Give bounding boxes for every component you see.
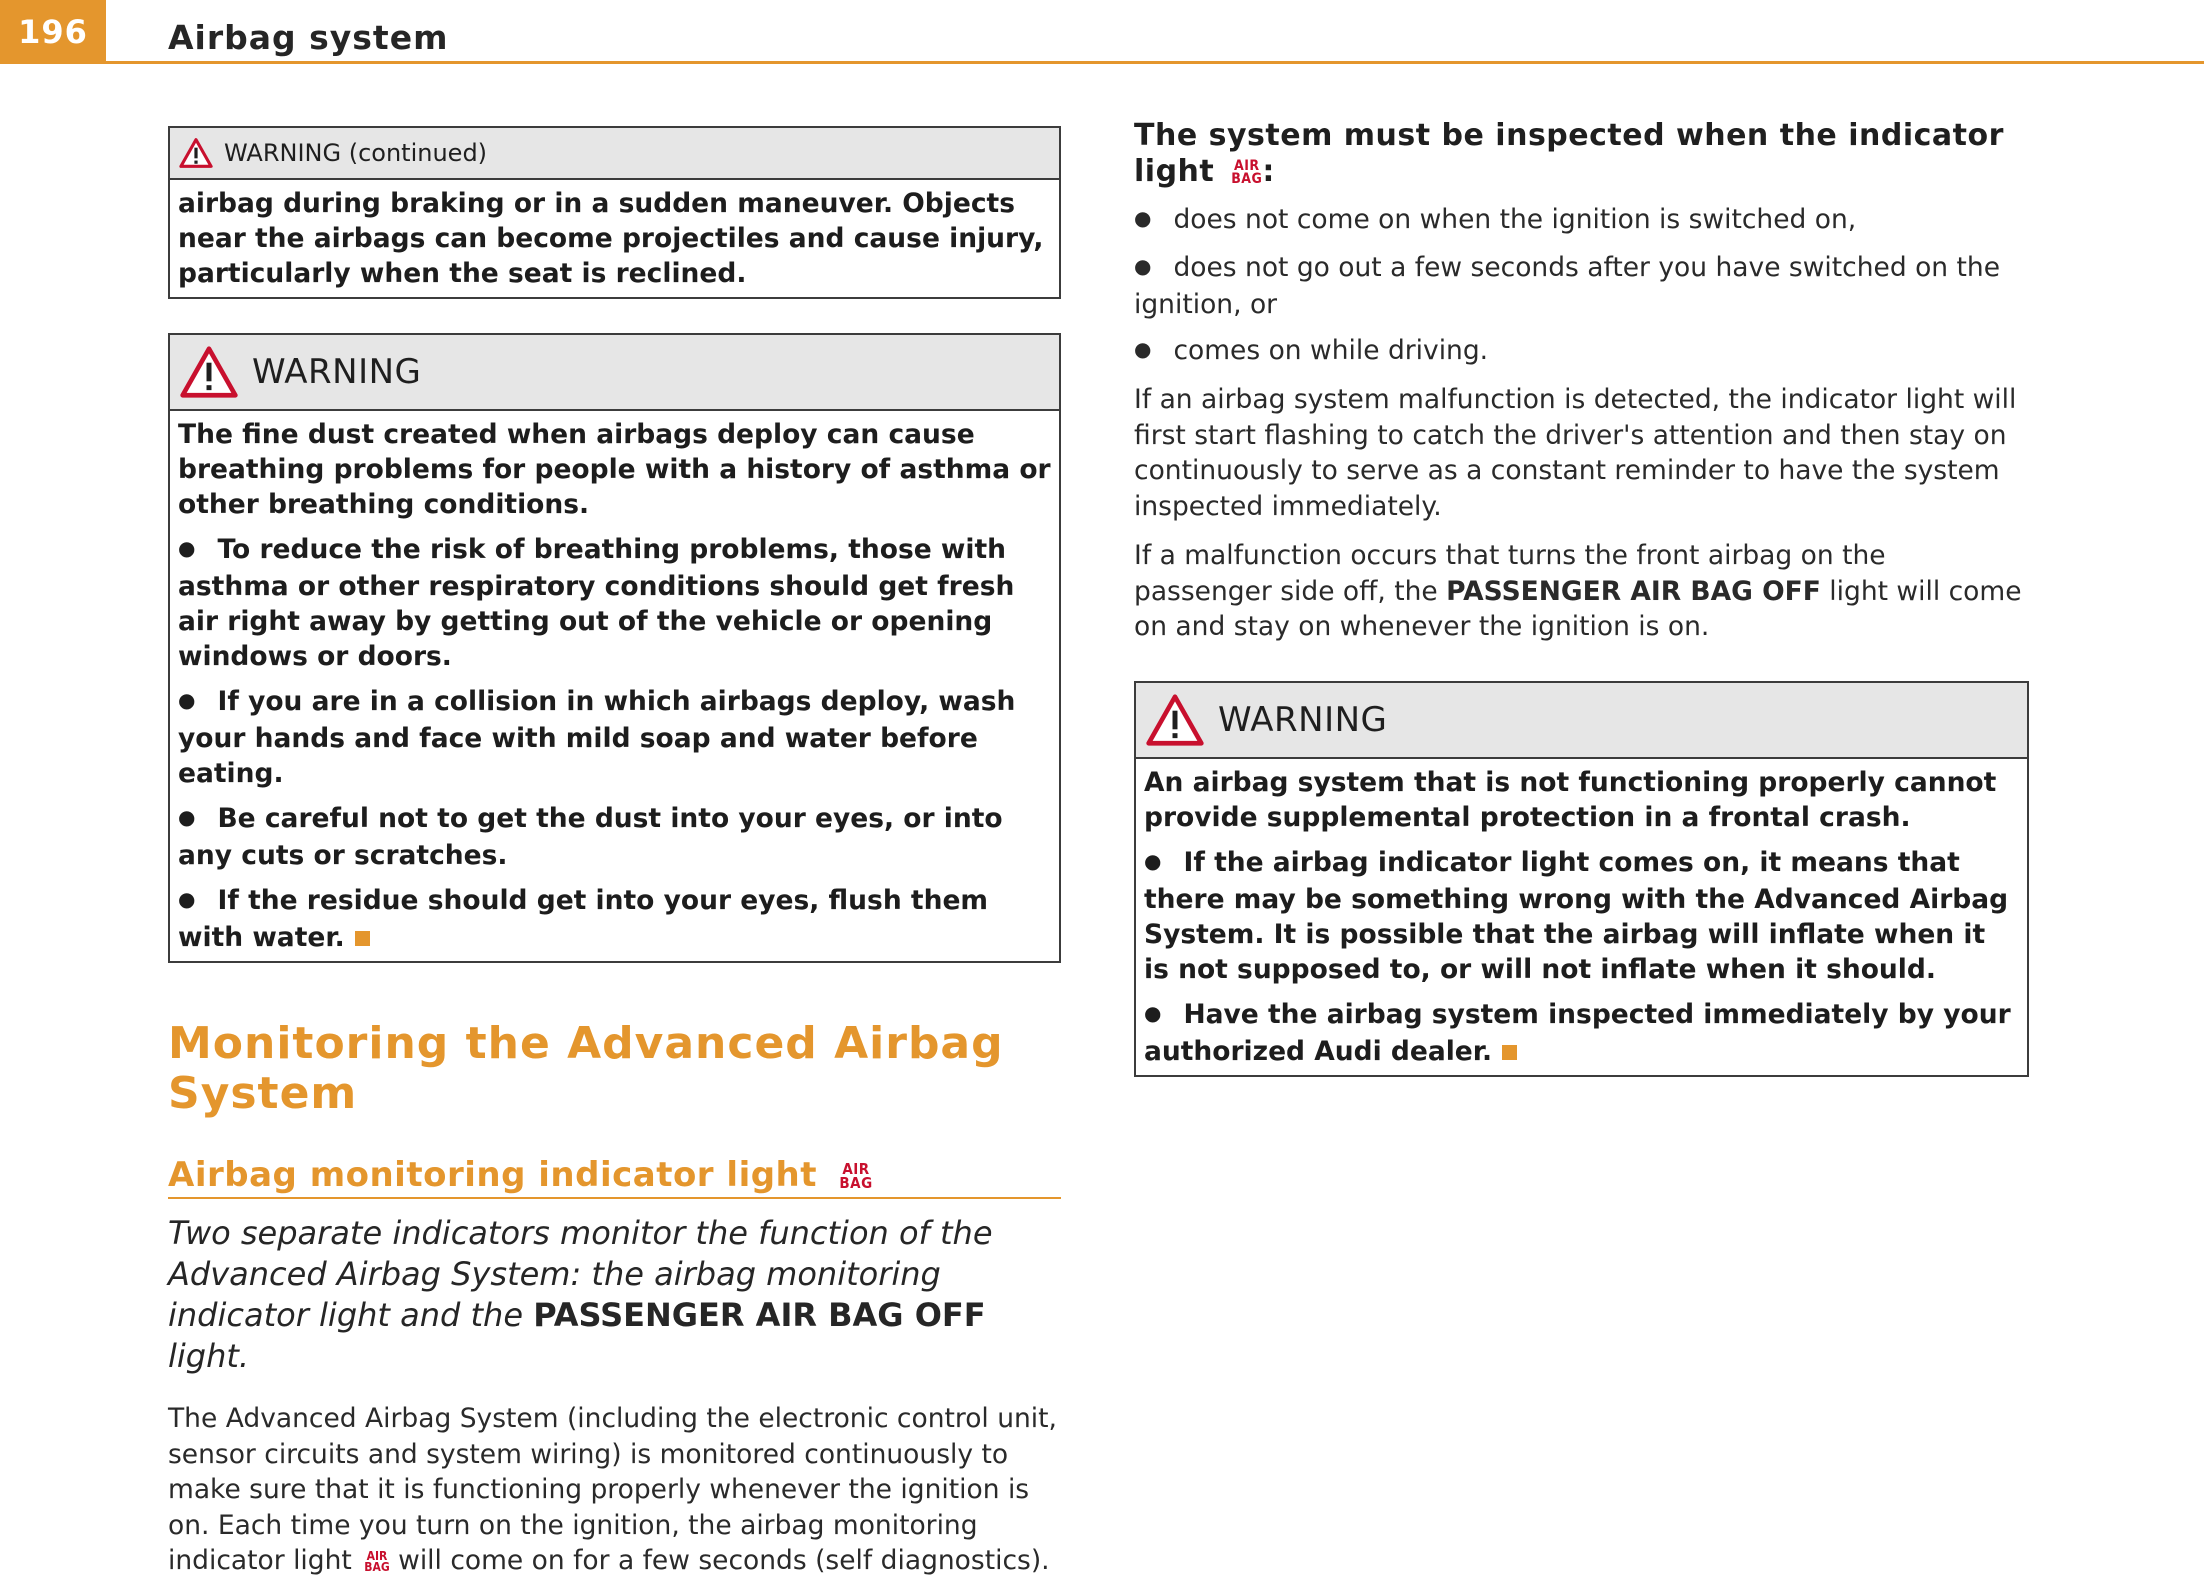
passenger-text: If a malfunction occurs that turns the front airbag on the passenger side off, the: [1134, 540, 1886, 607]
main-heading: Monitoring the Advanced Airbag System: [168, 1018, 1004, 1119]
end-of-section-marker: [1502, 1045, 1517, 1060]
sub-heading-text: Airbag monitoring indicator light: [168, 1155, 818, 1195]
warning-box-system: [1134, 681, 2029, 1077]
body-text: The Advanced Airbag System (including the electronic control unit, sensor circuits and system wiring) is monitored continuously to make sure that it is functioning properly whenever the ignition is on. Each time you turn on the ignition, the airbag monitoring indicator light: [168, 1403, 1057, 1576]
warning-triangle-icon: [178, 137, 214, 169]
list-item-text: comes on while driving.: [1173, 334, 1489, 366]
warning-bullet-text: Be careful not to get the dust into your eyes, or into any cuts or scratches.: [178, 803, 1003, 871]
airbag-icon-bottom: BAG: [1231, 170, 1263, 187]
warning-header: [170, 128, 1059, 180]
warning-bullet-text: If you are in a collision in which airbags deploy, wash your hands and face with mild soap and water before eating.: [178, 686, 1016, 789]
intro-text-end: light.: [168, 1337, 250, 1375]
warning-bullet-text: Have the airbag system inspected immediately by your authorized Audi dealer.: [1144, 998, 2011, 1067]
body-text-end: will come on for a few seconds (self diagnostics).: [398, 1545, 1050, 1576]
warning-bullet: [178, 883, 1051, 955]
warning-bullet: [178, 684, 1051, 791]
inspection-heading-colon: :: [1262, 154, 1275, 189]
passenger-airbag-paragraph: [1134, 538, 2029, 645]
page-number: 196: [0, 0, 106, 64]
right-column: [1134, 118, 2029, 1077]
inspection-heading-text: The system must be inspected when the indicator light: [1134, 118, 2004, 189]
section-title: Airbag system: [168, 18, 449, 57]
warning-bullet-text: To reduce the risk of breathing problems, those with asthma or other respiratory conditions should get fresh air right away by getting out of the vehicle or opening windows or doors.: [178, 534, 1015, 672]
warning-header: [170, 335, 1059, 411]
list-item: [1134, 333, 2029, 371]
header-rule: [106, 61, 2204, 64]
warning-bullet: [1144, 997, 2019, 1069]
end-of-section-marker: [355, 931, 370, 946]
warning-title: WARNING (continued): [224, 139, 488, 167]
warning-body: [170, 180, 1059, 297]
warning-bullet: [1144, 845, 2019, 987]
passenger-bold-text: PASSENGER AIR BAG OFF: [1446, 575, 1821, 607]
intro-text: Two separate indicators monitor the function of the Advanced Airbag System: the airbag monitoring indicator light and the: [168, 1214, 993, 1334]
warning-bullet-text: If the residue should get into your eyes, flush them with water.: [178, 885, 989, 953]
warning-box-dust: [168, 333, 1061, 963]
inspection-list: [1134, 202, 2029, 370]
list-item: [1134, 202, 2029, 240]
warning-intro: An airbag system that is not functioning properly cannot provide supplemental protection in a frontal crash.: [1144, 766, 1997, 833]
warning-title: WARNING: [252, 352, 422, 392]
body-paragraph: [168, 1401, 1061, 1579]
inspection-heading: [1134, 118, 2029, 190]
list-item: [1134, 250, 2029, 323]
list-item-text: does not come on when the ignition is switched on,: [1173, 204, 1857, 235]
airbag-icon-bottom: BAG: [839, 1173, 873, 1192]
warning-title: WARNING: [1218, 699, 1388, 740]
sub-heading: [168, 1155, 1061, 1199]
airbag-indicator-icon: [1231, 157, 1263, 187]
airbag-icon-top: AIR: [842, 1160, 870, 1178]
warning-triangle-icon: [1144, 692, 1206, 748]
warning-bullet-text: If the airbag indicator light comes on, it means that there may be something wrong with the Advanced Airbag System. It is possible that the airbag will inflate when it is not supposed to, or will not inflate when it should.: [1144, 846, 2009, 985]
airbag-icon-top: AIR: [366, 1548, 388, 1563]
left-column: [168, 126, 1061, 1593]
warning-intro: The fine dust created when airbags deploy can cause breathing problems for people with a history of asthma or other breathing conditions.: [178, 419, 1051, 520]
warning-box-continued: [168, 126, 1061, 299]
warning-bullet: [178, 801, 1051, 873]
passenger-text-end: light will come on and stay on whenever the ignition is on.: [1134, 575, 2022, 642]
airbag-icon-top: AIR: [1233, 157, 1260, 174]
airbag-icon-bottom: BAG: [364, 1559, 390, 1574]
list-item-text: does not go out a few seconds after you have switched on the ignition, or: [1134, 251, 2000, 320]
warning-header: [1136, 683, 2027, 759]
warning-body: [1136, 759, 2027, 1075]
intro-bold-text: PASSENGER AIR BAG OFF: [533, 1296, 986, 1334]
warning-bullet: [178, 532, 1051, 674]
warning-body: [170, 411, 1059, 961]
airbag-indicator-icon: [839, 1160, 873, 1192]
malfunction-paragraph: If an airbag system malfunction is detected, the indicator light will first start flashing to catch the driver's attention and then stay on continuously to serve as a constant reminder to have the system inspected immediately.: [1134, 384, 2017, 522]
intro-paragraph: [168, 1213, 1061, 1377]
airbag-indicator-icon: [364, 1548, 390, 1574]
warning-triangle-icon: [178, 344, 240, 400]
warning-text: airbag during braking or in a sudden maneuver. Objects near the airbags can become projectiles and cause injury, particularly when the seat is reclined.: [178, 188, 1044, 289]
